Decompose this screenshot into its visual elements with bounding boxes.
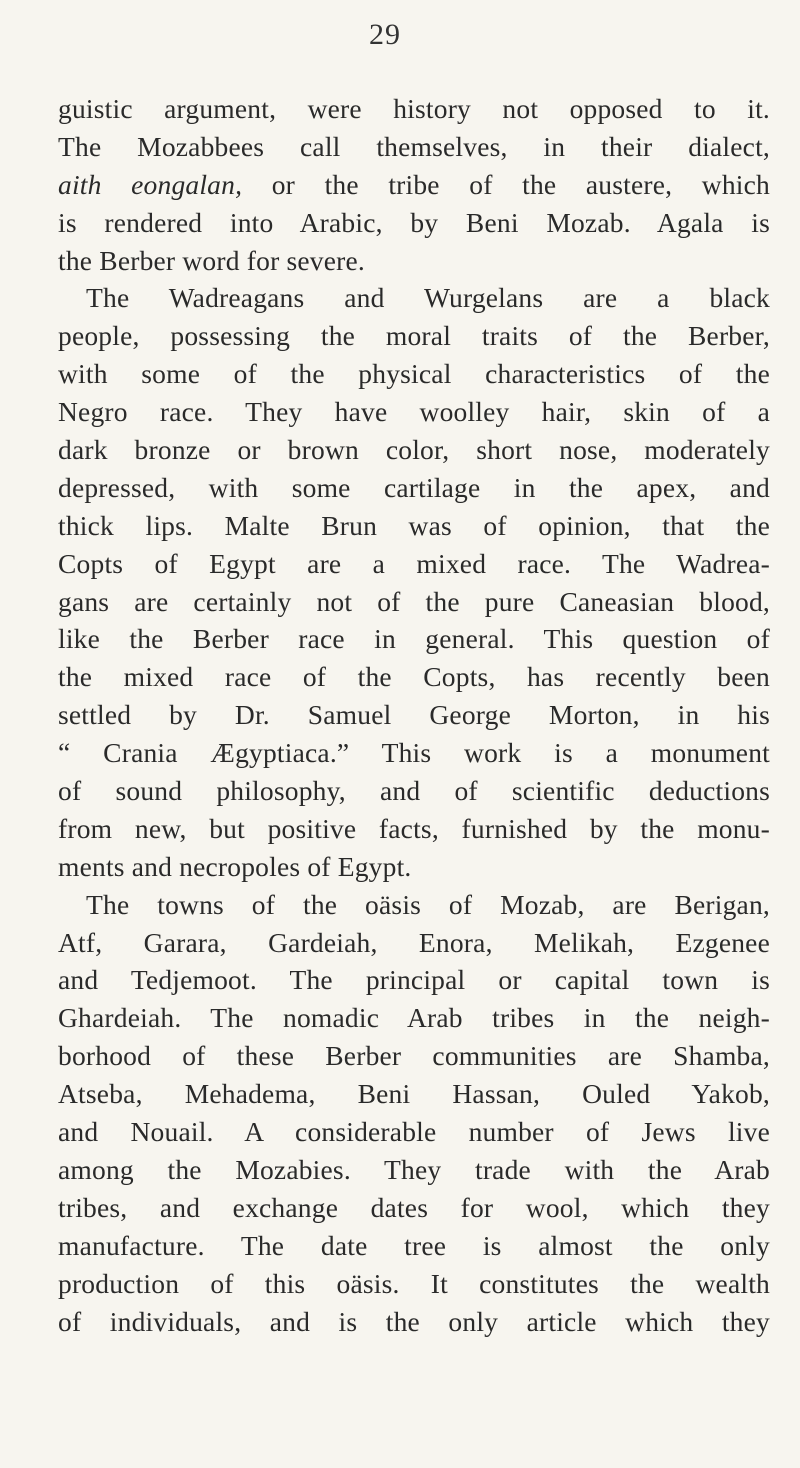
- text-line: “ Crania Ægyptiaca.” This work is a monument: [58, 737, 770, 769]
- text-line-rest: or the tribe of the austere, which: [242, 168, 770, 200]
- body-text: [58, 90, 770, 1340]
- page-number: 29: [369, 18, 401, 51]
- italic-phrase: aith eongalan,: [58, 168, 243, 200]
- text-line: thick lips. Malte Brun was of opinion, that the: [58, 509, 770, 541]
- text-line: Atf, Garara, Gardeiah, Enora, Melikah, Ezgenee: [58, 926, 770, 958]
- text-line: borhood of these Berber communities are Shamba,: [58, 1040, 770, 1072]
- text-line: Negro race. They have woolley hair, skin of a: [58, 396, 770, 428]
- text-line: dark bronze or brown color, short nose, moderately: [58, 434, 770, 466]
- text-line: settled by Dr. Samuel George Morton, in his: [58, 699, 770, 731]
- text-line: guistic argument, were history not opposed to it.: [58, 93, 770, 124]
- text-line: Ghardeiah. The nomadic Arab tribes in the neigh-: [58, 1002, 770, 1034]
- text-line: ments and necropoles of Egypt.: [58, 850, 412, 882]
- text-line: of sound philosophy, and of scientific deductions: [58, 775, 770, 807]
- text-line: from new, but positive facts, furnished by the monu-: [58, 812, 770, 844]
- text-line: and Nouail. A considerable number of Jews live: [58, 1116, 770, 1148]
- text-line: manufacture. The date tree is almost the only: [58, 1229, 770, 1261]
- text-line: and Tedjemoot. The principal or capital town is: [58, 964, 770, 996]
- text-line: is rendered into Arabic, by Beni Mozab. Agala is: [58, 206, 770, 238]
- text-line: the Berber word for severe.: [58, 244, 366, 276]
- paragraph-start-line: The Wadreagans and Wurgelans are a black: [86, 282, 770, 314]
- text-line: like the Berber race in general. This question of: [58, 623, 770, 655]
- text-line: the mixed race of the Copts, has recently been: [58, 661, 770, 693]
- text-line: The Mozabbees call themselves, in their dialect,: [58, 130, 770, 162]
- text-line: depressed, with some cartilage in the apex, and: [58, 471, 770, 503]
- text-line: gans are certainly not of the pure Caneasian blood,: [58, 585, 770, 617]
- text-line: people, possessing the moral traits of the Berber,: [58, 320, 770, 352]
- text-line: Copts of Egypt are a mixed race. The Wadrea-: [58, 547, 770, 579]
- text-line: [58, 166, 770, 204]
- paragraph-start-line: The towns of the oäsis of Mozab, are Berigan,: [86, 888, 770, 920]
- text-line: of individuals, and is the only article which they: [58, 1305, 770, 1337]
- text-line: tribes, and exchange dates for wool, which they: [58, 1191, 770, 1223]
- text-line: Atseba, Mehadema, Beni Hassan, Ouled Yakob,: [58, 1078, 770, 1110]
- text-line: among the Mozabies. They trade with the Arab: [58, 1153, 770, 1185]
- text-line: production of this oäsis. It constitutes the wealth: [58, 1267, 770, 1299]
- text-line: with some of the physical characteristics of the: [58, 358, 770, 390]
